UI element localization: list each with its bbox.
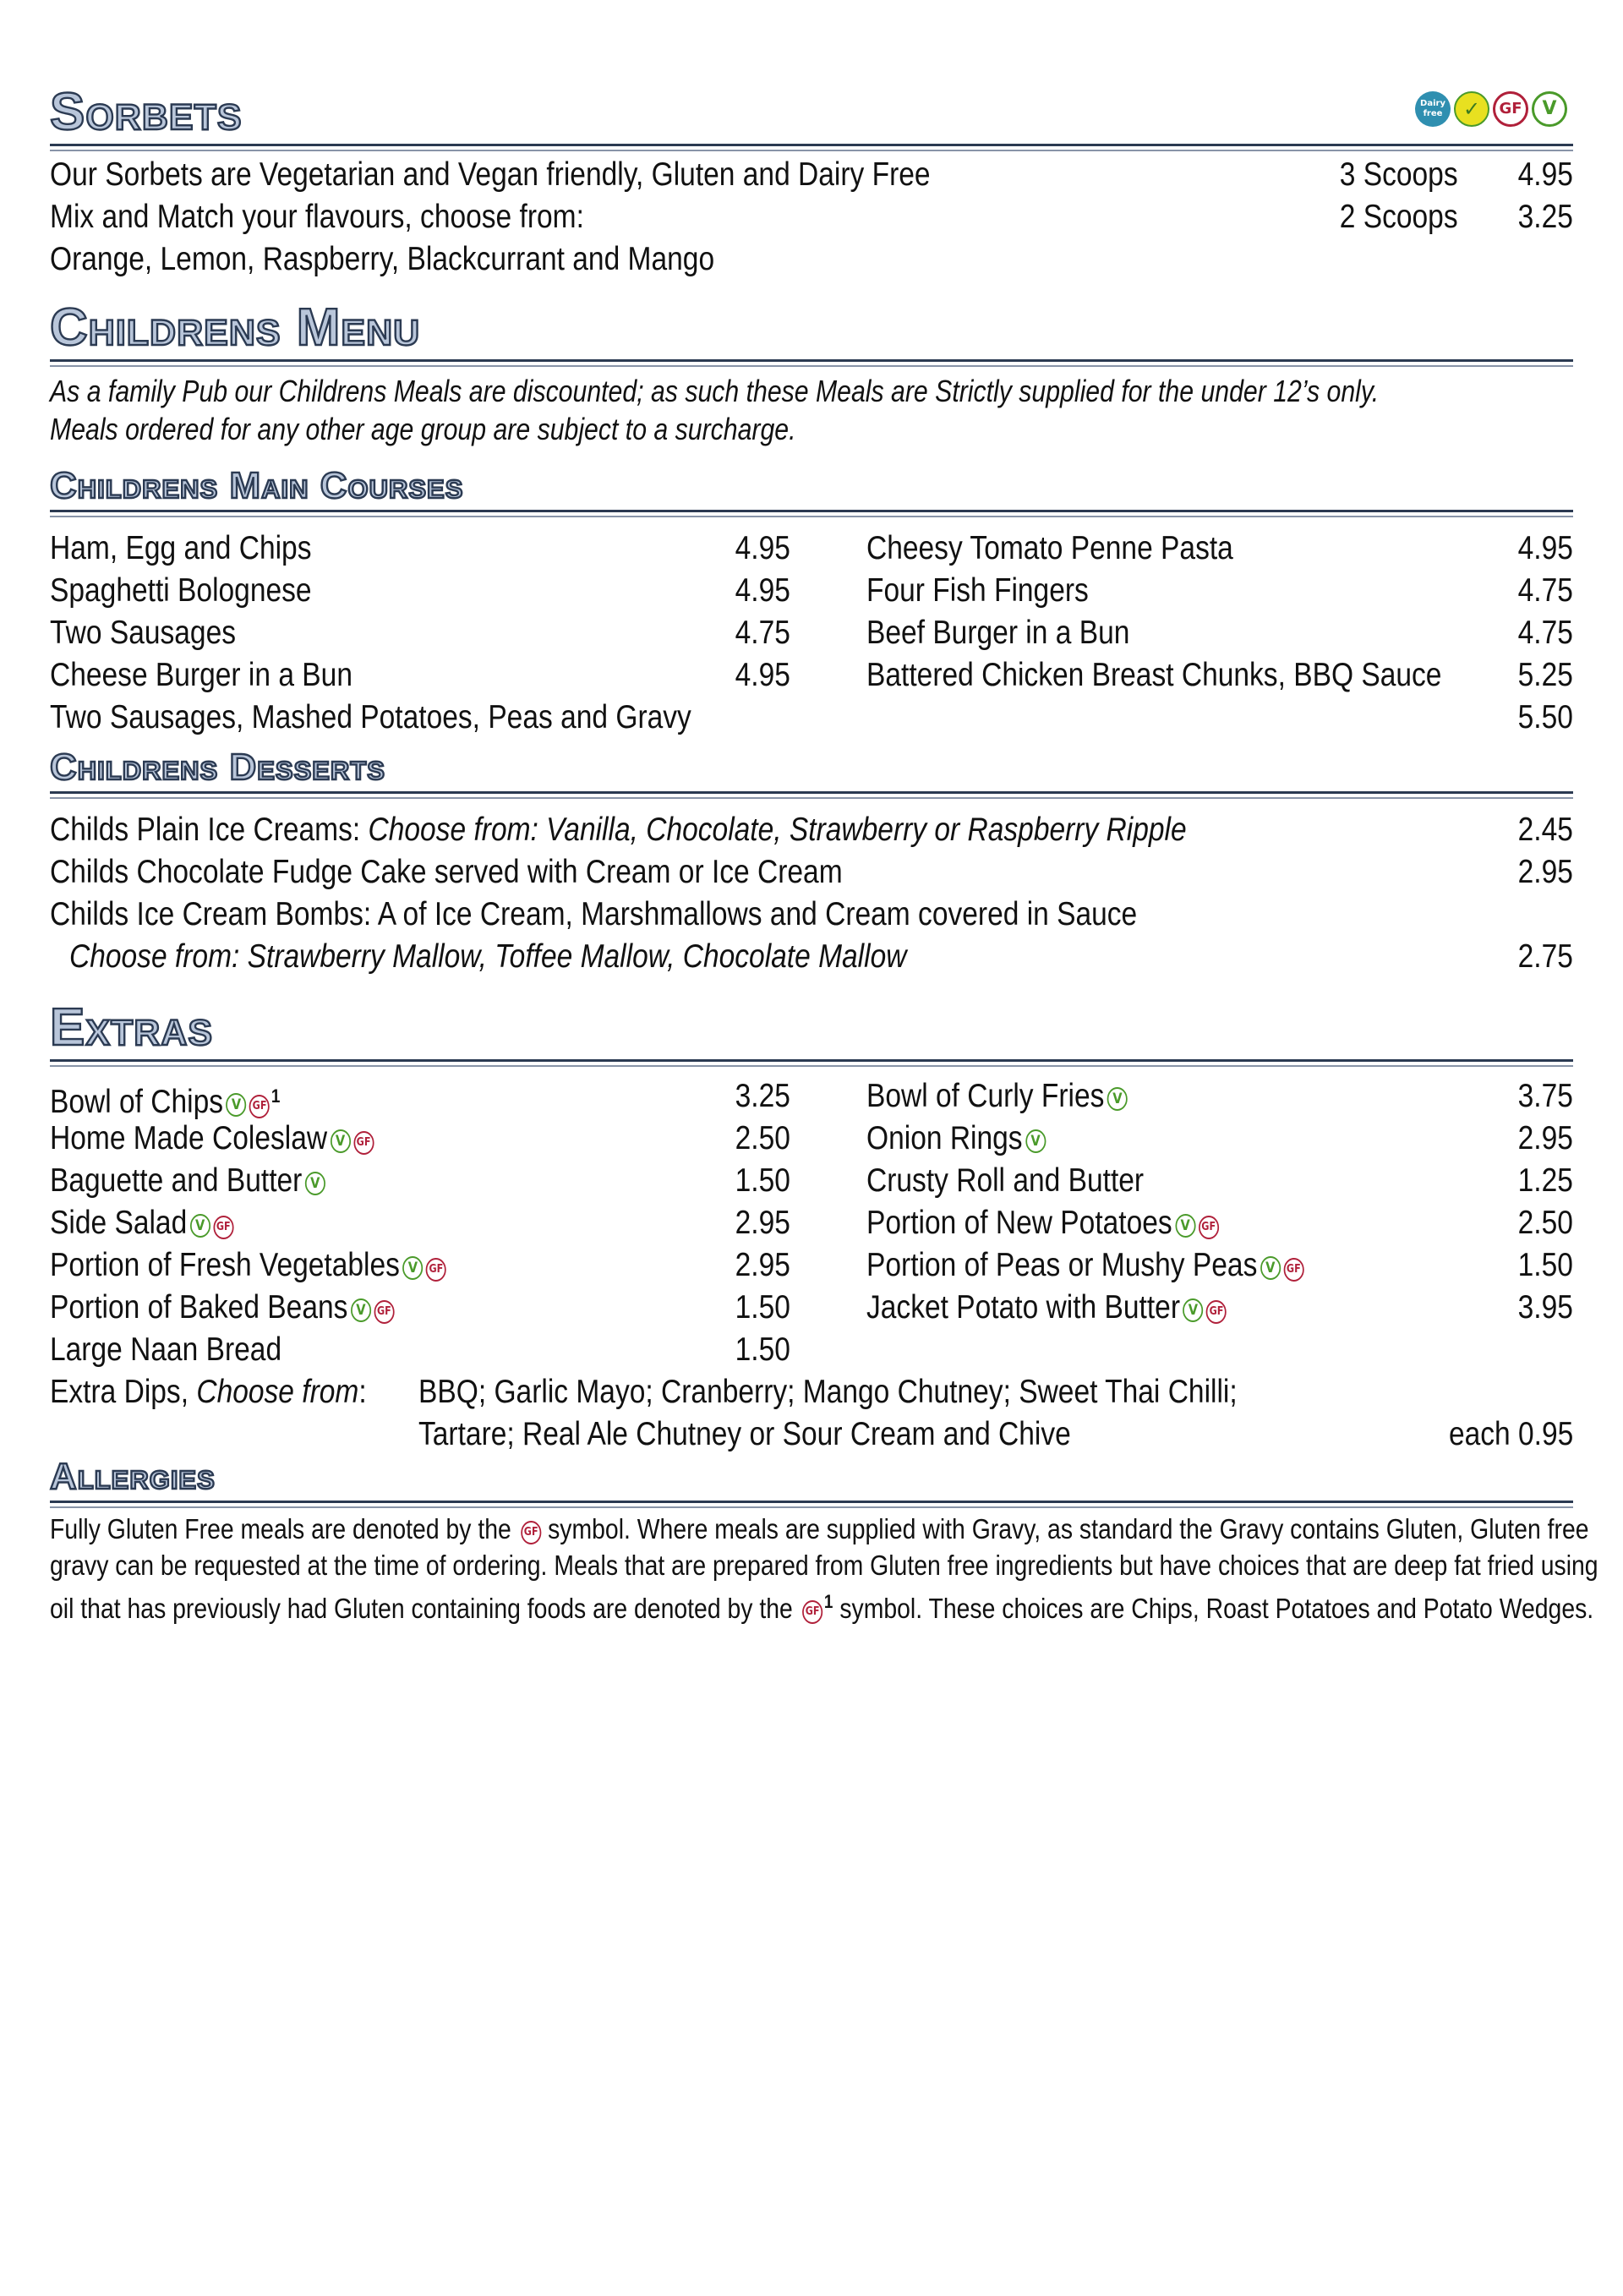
gluten-free-icon: GF	[249, 1095, 270, 1118]
extra-item-name: Portion of Baked Beans	[50, 1289, 348, 1326]
dips-line-2: Tartare; Real Ale Chutney or Sour Cream and Chive	[418, 1416, 1071, 1452]
vegetarian-icon: V	[1025, 1129, 1046, 1153]
gluten-free-icon: GF	[802, 1600, 822, 1624]
vegetarian-icon: V	[1107, 1087, 1128, 1111]
vegan-icon: ✓	[1454, 91, 1489, 127]
allergies-text	[50, 1511, 1620, 1626]
childrens-intro-line-1: As a family Pub our Childrens Meals are discounted; as such these Meals are Strictly supplied for the under 12’s only.	[50, 374, 1380, 408]
extra-item	[50, 1203, 233, 1244]
gluten-free-icon: GF	[1199, 1216, 1219, 1239]
extra-item-price: 3.95	[1517, 1289, 1573, 1326]
dessert-price: 2.95	[1517, 854, 1573, 890]
extra-item	[866, 1287, 1227, 1328]
extra-item-name: Portion of Peas or Mushy Peas	[866, 1247, 1258, 1283]
extra-item-price: 1.50	[735, 1162, 790, 1199]
main-item-name: Two Sausages	[50, 615, 237, 651]
main-item-price: 4.95	[735, 572, 790, 609]
extra-item	[866, 1245, 1303, 1286]
vegetarian-icon: V	[1175, 1214, 1195, 1238]
main-item-name: Ham, Egg and Chips	[50, 530, 312, 566]
extra-item	[866, 1203, 1219, 1244]
gluten-free-icon: GF	[1283, 1258, 1303, 1282]
dips-choose: Choose from	[196, 1374, 359, 1410]
main-item-name: Cheese Burger in a Bun	[50, 657, 352, 693]
gluten-free-icon: GF	[1206, 1300, 1227, 1324]
childrens-menu-heading: Childrens Menu	[50, 302, 1573, 362]
desserts-heading: Childrens Desserts	[50, 749, 1573, 794]
main-item-price: 4.95	[735, 657, 790, 693]
dessert-detail: Choose from: Strawberry Mallow, Toffee Mallow, Chocolate Mallow	[69, 938, 907, 975]
allergies-heading: Allergies	[50, 1458, 1573, 1503]
extra-item-price: 3.75	[1517, 1078, 1573, 1114]
vegetarian-icon: V	[402, 1256, 423, 1280]
footnote-marker: 1	[823, 1591, 833, 1612]
dips-label: Extra Dips,	[50, 1374, 197, 1410]
extra-item	[866, 1118, 1046, 1159]
extra-item-name: Portion of New Potatoes	[866, 1205, 1172, 1241]
extra-item	[866, 1161, 1144, 1201]
sorbet-option-price: 3.25	[1517, 199, 1573, 235]
extra-item-name: Onion Rings	[866, 1120, 1023, 1156]
main-item-name: Two Sausages, Mashed Potatoes, Peas and Gravy	[50, 699, 691, 735]
extra-item-price: 1.50	[735, 1289, 790, 1326]
footnote-marker: 1	[270, 1085, 281, 1107]
vegetarian-icon: V	[190, 1214, 210, 1238]
extra-item	[50, 1245, 446, 1286]
main-item-price: 4.95	[735, 530, 790, 566]
sorbets-line-3: Orange, Lemon, Raspberry, Blackcurrant and Mango	[50, 241, 715, 277]
gluten-free-icon: GF	[521, 1521, 541, 1544]
main-item-price: 5.50	[1517, 699, 1573, 735]
extra-item-price: 2.95	[735, 1205, 790, 1241]
dessert-item	[50, 894, 1137, 935]
sorbet-option-price: 4.95	[1517, 156, 1573, 193]
extra-item-name: Bowl of Chips	[50, 1084, 224, 1120]
extra-item-price: 2.95	[1517, 1120, 1573, 1156]
dessert-name: Childs Chocolate Fudge Cake served with Cream or Ice Cream	[50, 854, 843, 890]
extra-item-name: Side Salad	[50, 1205, 188, 1241]
extra-item	[50, 1118, 374, 1159]
dessert-item	[50, 852, 843, 893]
childrens-intro-line-2: Meals ordered for any other age group are subject to a surcharge.	[50, 412, 796, 446]
dips-price: each 0.95	[1448, 1416, 1573, 1452]
extra-item-name: Baguette and Butter	[50, 1162, 303, 1199]
extra-item-name: Large Naan Bread	[50, 1331, 282, 1368]
vegetarian-icon: V	[331, 1129, 351, 1153]
extra-dips-label	[50, 1372, 367, 1413]
main-courses-heading: Childrens Main Courses	[50, 467, 1573, 512]
main-item-name: Spaghetti Bolognese	[50, 572, 312, 609]
extra-item-name: Portion of Fresh Vegetables	[50, 1247, 400, 1283]
dessert-item	[50, 810, 1187, 850]
extra-item-price: 2.50	[735, 1120, 790, 1156]
extra-item-name: Home Made Coleslaw	[50, 1120, 328, 1156]
extra-item	[866, 1076, 1128, 1117]
extra-item	[50, 1330, 281, 1370]
vegetarian-icon: V	[1183, 1298, 1203, 1322]
extra-item-price: 2.95	[735, 1247, 790, 1283]
main-item-price: 4.75	[1517, 572, 1573, 609]
gluten-free-icon: GF	[213, 1216, 233, 1239]
extra-item-price: 3.25	[735, 1078, 790, 1114]
sorbets-line-2: Mix and Match your flavours, choose from:	[50, 199, 584, 235]
allergy-text-part: symbol. These choices are Chips, Roast Potatoes and Potato Wedges.	[833, 1593, 1594, 1624]
extras-heading: Extras	[50, 1002, 1573, 1062]
gluten-free-icon: GF	[1493, 91, 1528, 127]
dips-colon: :	[358, 1374, 367, 1410]
extra-item-price: 1.25	[1517, 1162, 1573, 1199]
main-item-price: 5.25	[1517, 657, 1573, 693]
extra-item	[50, 1076, 280, 1123]
vegetarian-icon: V	[1532, 91, 1567, 127]
main-item-price: 4.75	[735, 615, 790, 651]
allergy-text-part: Fully Gluten Free meals are denoted by the	[50, 1513, 518, 1544]
gluten-free-icon: GF	[426, 1258, 446, 1282]
vegetarian-icon: V	[351, 1298, 371, 1322]
gluten-free-icon: GF	[374, 1300, 394, 1324]
extra-item-price: 1.50	[735, 1331, 790, 1368]
main-item-price: 4.75	[1517, 615, 1573, 651]
extra-item-price: 1.50	[1517, 1247, 1573, 1283]
main-item-name: Beef Burger in a Bun	[866, 615, 1130, 651]
vegetarian-icon: V	[305, 1172, 325, 1195]
vegetarian-icon: V	[1260, 1256, 1281, 1280]
sorbet-option-label: 3 Scoops	[1340, 156, 1458, 193]
extra-item-price: 2.50	[1517, 1205, 1573, 1241]
allergy-text-part: symbol. Where meals are supplied with Gravy, as standard the Gravy contains Gluten, Gluten free gravy can be requested at the time of ordering. Meals that are prepared from Gluten free ingredients but have choices that are deep fat fried using oil that has previously had Gluten containing foods are denoted by the	[50, 1513, 1598, 1624]
sorbets-heading: Sorbets	[50, 86, 1573, 146]
main-item-name: Four Fish Fingers	[866, 572, 1089, 609]
sorbet-option-label: 2 Scoops	[1340, 199, 1458, 235]
main-item-name: Battered Chicken Breast Chunks, BBQ Sauce	[866, 657, 1442, 693]
extra-item	[50, 1161, 325, 1201]
dessert-name: Childs Plain Ice Creams:	[50, 812, 369, 848]
vegetarian-icon: V	[226, 1093, 246, 1117]
dietary-legend	[1415, 91, 1567, 127]
dairy-free-icon: Dairy free	[1415, 91, 1451, 127]
gluten-free-icon: GF	[353, 1131, 374, 1155]
extra-item	[50, 1287, 394, 1328]
extra-item-name: Jacket Potato with Butter	[866, 1289, 1180, 1326]
dessert-detail: Choose from: Vanilla, Chocolate, Strawberry or Raspberry Ripple	[368, 812, 1187, 848]
main-item-price: 4.95	[1517, 530, 1573, 566]
extra-item-name: Crusty Roll and Butter	[866, 1162, 1145, 1199]
dessert-name: Childs Ice Cream Bombs: A of Ice Cream, Marshmallows and Cream covered in Sauce	[50, 896, 1138, 932]
sorbets-line-1: Our Sorbets are Vegetarian and Vegan friendly, Gluten and Dairy Free	[50, 156, 931, 193]
main-item-name: Cheesy Tomato Penne Pasta	[866, 530, 1233, 566]
dips-line-1: BBQ; Garlic Mayo; Cranberry; Mango Chutney; Sweet Thai Chilli;	[418, 1374, 1238, 1410]
dessert-price: 2.45	[1517, 812, 1573, 848]
dessert-price: 2.75	[1517, 938, 1573, 975]
extra-item-name: Bowl of Curly Fries	[866, 1078, 1105, 1114]
